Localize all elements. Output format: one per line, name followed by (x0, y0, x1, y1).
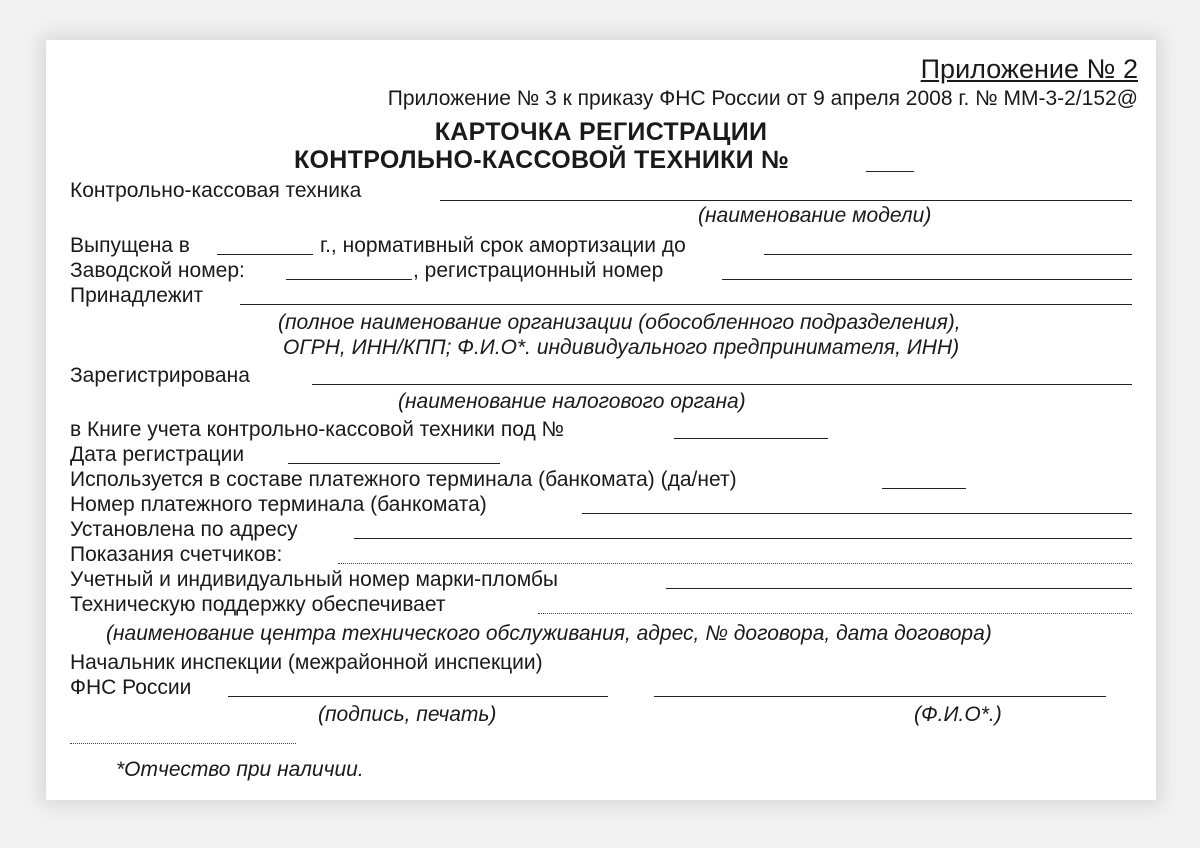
kkt-label: Контрольно-кассовая техника (70, 179, 362, 202)
reg-date-label: Дата регистрации (70, 443, 245, 466)
serial-number-field[interactable] (286, 279, 412, 280)
kkt-model-field[interactable] (440, 200, 1132, 201)
appendix-3-label: Приложение № 3 к приказу ФНС России от 9 апреля 2008 г. № ММ-3-2/152@ (387, 87, 1138, 110)
seal-label: Учетный и индивидуальный номер марки-пломбы (70, 568, 559, 591)
book-label: в Книге учета контрольно-кассовой техники под № (70, 418, 565, 441)
seal-field[interactable] (666, 588, 1132, 589)
card-title-line2: КОНТРОЛЬНО-КАССОВОЙ ТЕХНИКИ № (294, 146, 790, 174)
card-number-field[interactable] (866, 171, 914, 172)
terminal-number-field[interactable] (582, 513, 1132, 514)
counters-field[interactable] (338, 563, 1132, 564)
amortization-label: г., нормативный срок амортизации до (320, 234, 686, 257)
chief-label-2: ФНС России (70, 676, 192, 699)
address-label: Установлена по адресу (70, 518, 298, 541)
appendix-2-label: Приложение № 2 (920, 54, 1138, 84)
tax-authority-hint: (наименование налогового органа) (398, 390, 746, 413)
fio-hint: (Ф.И.О*.) (914, 703, 1002, 726)
owner-hint-2: ОГРН, ИНН/КПП; Ф.И.О*. индивидуального предпринимателя, ИНН) (283, 336, 960, 359)
footnote-separator (70, 743, 296, 744)
amortization-field[interactable] (764, 254, 1132, 255)
footnote: *Отчество при наличии. (116, 758, 364, 781)
owner-hint-1: (полное наименование организации (обособленного подразделения), (278, 311, 961, 334)
reg-number-label: , регистрационный номер (413, 259, 664, 282)
registration-card (46, 40, 1156, 800)
registered-label: Зарегистрирована (70, 364, 250, 387)
owner-label: Принадлежит (70, 284, 204, 307)
owner-field[interactable] (240, 304, 1132, 305)
support-label: Техническую поддержку обеспечивает (70, 593, 446, 616)
support-hint: (наименование центра технического обслуживания, адрес, № договора, дата договора) (106, 622, 992, 645)
terminal-number-label: Номер платежного терминала (банкомата) (70, 493, 487, 516)
issued-label: Выпущена в (70, 234, 190, 257)
terminal-used-label: Используется в составе платежного терминала (банкомата) (да/нет) (70, 468, 737, 491)
address-field[interactable] (354, 538, 1132, 539)
kkt-model-hint: (наименование модели) (698, 204, 932, 227)
terminal-used-field[interactable] (882, 488, 966, 489)
tax-authority-field[interactable] (312, 384, 1132, 385)
counters-label: Показания счетчиков: (70, 543, 283, 566)
support-field[interactable] (538, 613, 1132, 614)
fio-field[interactable] (654, 696, 1106, 697)
signature-field[interactable] (228, 696, 608, 697)
reg-number-field[interactable] (722, 279, 1132, 280)
issued-year-field[interactable] (217, 254, 313, 255)
serial-label: Заводской номер: (70, 259, 245, 282)
card-title-line1: КАРТОЧКА РЕГИСТРАЦИИ (434, 118, 768, 146)
chief-label-1: Начальник инспекции (межрайонной инспекции) (70, 651, 543, 674)
book-number-field[interactable] (674, 438, 828, 439)
signature-hint: (подпись, печать) (318, 703, 497, 726)
reg-date-field[interactable] (288, 463, 500, 464)
